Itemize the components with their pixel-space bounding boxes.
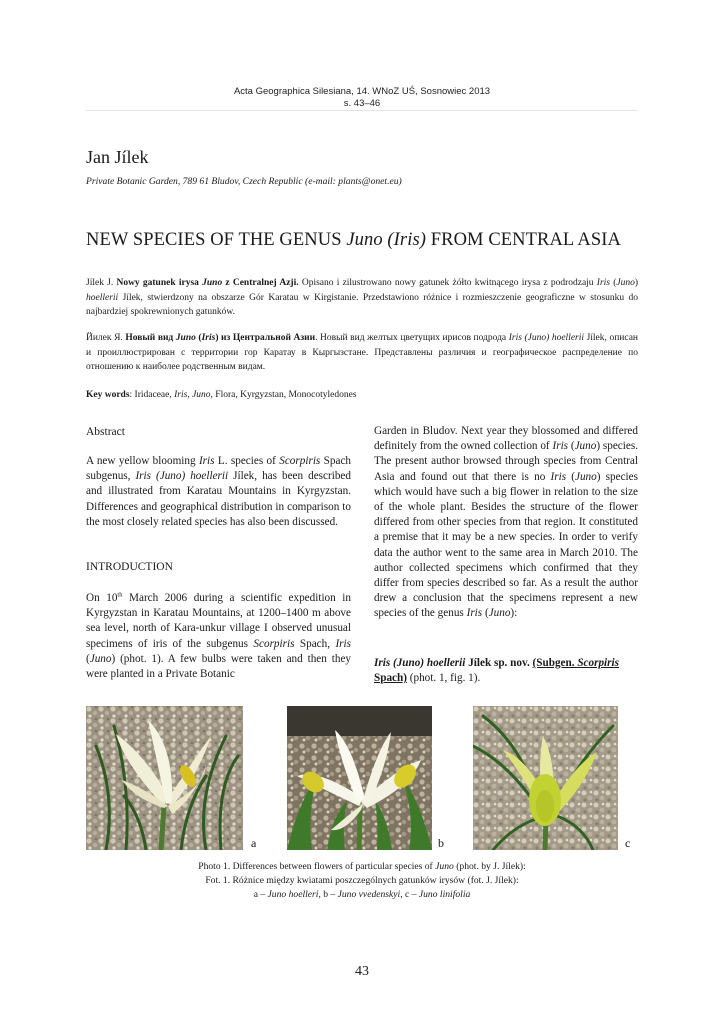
title-post: FROM CENTRAL ASIA bbox=[426, 230, 621, 250]
pl-title-a: Nowy gatunek irysa bbox=[116, 278, 203, 288]
kw-juno: Juno bbox=[192, 390, 211, 400]
pl-title-b: Juno bbox=[202, 278, 223, 288]
ru-title-c: ( bbox=[195, 333, 202, 343]
r-iris3: Iris bbox=[466, 607, 483, 620]
cap3-e: , c – bbox=[400, 889, 419, 901]
ru-title-d: Iris bbox=[201, 333, 216, 343]
intro-t4: ( bbox=[86, 652, 90, 665]
author-affiliation: Private Botanic Garden, 789 61 Bludov, Czech Republic (e-mail: plants@onet.eu) bbox=[86, 176, 402, 187]
subgen-b: Scorpiris bbox=[577, 657, 619, 669]
right-column-text bbox=[374, 424, 638, 622]
r-juno3: Juno bbox=[488, 607, 511, 620]
cap1-b: Juno bbox=[435, 861, 454, 872]
pl-paren-open: ( bbox=[609, 278, 617, 288]
subgen-a: (Subgen. bbox=[532, 657, 578, 669]
intro-t1: On 10 bbox=[86, 592, 118, 604]
introduction-heading: INTRODUCTION bbox=[86, 561, 173, 573]
pl-paren-close: ) bbox=[634, 278, 639, 288]
species-name: Iris (Juno) hoellerii bbox=[374, 657, 466, 669]
photo-b bbox=[287, 706, 432, 850]
journal-citation: Acta Geographica Silesiana, 14. WNoZ UŚ, Sosnowiec 2013 bbox=[233, 86, 491, 97]
kw-a: : Iridaceae, bbox=[129, 390, 175, 400]
cap3-c: , b – bbox=[318, 889, 338, 901]
abs-name: Iris (Juno) hoellerii bbox=[135, 470, 229, 483]
caption-line-3 bbox=[0, 888, 724, 902]
pl-title-c: z Centralnej Azji. bbox=[222, 278, 299, 288]
r-t6: ( bbox=[482, 607, 489, 620]
header-rule bbox=[86, 110, 638, 111]
species-reference: (phot. 1, fig. 1). bbox=[406, 672, 481, 685]
ru-title-b: Juno bbox=[175, 333, 196, 343]
abs-scorpiris: Scorpiris bbox=[279, 455, 321, 467]
photo-c bbox=[473, 706, 618, 850]
author-name: Jan Jílek bbox=[86, 147, 149, 167]
pl-iris: Iris bbox=[596, 278, 610, 288]
cap3-d: Juno vvedenskyi bbox=[337, 889, 401, 901]
ru-text-b: Jílek, описан и проиллюстрирован с территории гор Каратау в Кыргызстане. Представлены различия и географическое распределение по отношению к наиболее родственным видам. bbox=[86, 333, 638, 373]
r-t7: ): bbox=[510, 607, 518, 620]
paper-title bbox=[86, 230, 646, 251]
r-t2: ( bbox=[568, 440, 575, 453]
r-t3: ) species. The present author browsed through species from Central Asia and found out that there is no bbox=[374, 440, 638, 483]
r-juno2: Juno bbox=[575, 470, 597, 483]
intro-iris: Iris bbox=[335, 637, 351, 650]
intro-t3: Spach, bbox=[294, 637, 336, 650]
russian-abstract bbox=[86, 331, 638, 375]
photo-b-label: b bbox=[438, 836, 444, 850]
r-juno1: Juno bbox=[574, 440, 597, 453]
intro-juno: Juno bbox=[89, 652, 112, 665]
abstract-heading: Abstract bbox=[86, 426, 125, 438]
abs-t3: Spach subgenus, bbox=[86, 455, 351, 483]
r-t5: ) species which would have such a big flower in relation to the size of the whole plant. Besides the structure of the flower differed from other species from that region. It constituted a premise that it may be a new species. In order to verify data the author went to the same area in March 2010. The author collected specimens which confirmed that they differ from species described so far. As a result the author drew a conclusion that the specimens represent a new species of the genus bbox=[374, 470, 638, 620]
caption-line-1 bbox=[0, 860, 724, 874]
pl-author: Jílek J. bbox=[86, 278, 117, 288]
iris-hoelleri-image bbox=[86, 706, 243, 850]
photo-c-label: c bbox=[625, 836, 631, 850]
photo-a-label: a bbox=[251, 836, 257, 850]
kw-sep: , bbox=[187, 390, 193, 400]
pl-text-b: Jílek, stwierdzony na obszarze Gór Karatau w Kirgistanie. Przedstawiono różnice i rozmieszczenie geograficzne w stosunku do najbardziej spokrewnionych gatunków. bbox=[86, 292, 638, 318]
r-t1: Garden in Bludov. Next year they blossomed and differed definitely from the owned collection of bbox=[374, 425, 638, 453]
journal-header bbox=[0, 86, 724, 110]
cap3-a: a – bbox=[253, 889, 268, 901]
pl-text-a: Opisano i zilustrowano nowy gatunek żółto kwitnącego irysa z podrodzaju bbox=[298, 278, 597, 288]
title-pre: NEW SPECIES OF THE GENUS bbox=[86, 230, 347, 250]
intro-t2: March 2006 during a scientific expedition in Kyrgyzstan in Karatau Mountains, at 1200–1400 m above sea level, north of Kara-unkur village I observed unusual specimens of iris of the subgenus bbox=[86, 592, 351, 650]
introduction-text bbox=[86, 591, 351, 682]
r-iris1: Iris bbox=[552, 440, 569, 453]
ru-text-a: . Новый вид желтых цветущих ирисов подрода bbox=[315, 333, 509, 343]
keywords bbox=[86, 388, 638, 403]
ru-title-e: ) из Центральной Азии bbox=[215, 333, 316, 343]
keywords-label: Key words bbox=[86, 390, 130, 400]
cap1-a: Photo 1. Differences between flowers of particular species of bbox=[198, 861, 436, 872]
abs-t2: L. species of bbox=[214, 455, 280, 467]
species-heading bbox=[374, 656, 638, 686]
cap1-c: (phot. by J. Jílek): bbox=[453, 861, 526, 872]
cap3-b: Juno hoelleri bbox=[267, 889, 319, 901]
abstract-text bbox=[86, 454, 351, 530]
intro-t5: ) (phot. 1). A few bulbs were taken and then they were planted in a Private Botanic bbox=[86, 652, 351, 681]
intro-sup: th bbox=[117, 591, 123, 599]
abs-t4: Jílek, has been described and illustrated from Karatau Mountains in Kyrgyzstan. Differences and geographical distribution in comparison to the most closely related species has also been discussed. bbox=[86, 470, 351, 528]
kw-b: , Flora, Kyrgyzstan, Monocotyledones bbox=[210, 390, 357, 400]
iris-linifolia-image bbox=[473, 706, 618, 850]
ru-title-a: Новый вид bbox=[125, 333, 176, 343]
photo-a bbox=[86, 706, 243, 850]
ru-title bbox=[125, 333, 315, 343]
pl-hoellerii: hoellerii bbox=[86, 292, 119, 303]
r-t4: ( bbox=[566, 470, 575, 483]
page-number: 43 bbox=[355, 964, 369, 979]
kw-iris: Iris bbox=[174, 390, 188, 400]
cap3-f: Juno linifolia bbox=[418, 889, 471, 901]
journal-pages: s. 43–46 bbox=[343, 98, 381, 109]
subgen-c: Spach) bbox=[374, 672, 407, 685]
title-genus: Juno (Iris) bbox=[346, 230, 427, 250]
ru-author: Йилек Я. bbox=[86, 333, 126, 343]
ru-iris-juno: Iris (Juno) hoellerii bbox=[508, 333, 585, 343]
intro-scorpiris: Scorpiris bbox=[253, 637, 295, 650]
pl-juno: Juno bbox=[616, 278, 635, 288]
polish-abstract bbox=[86, 276, 638, 320]
abs-t1: A new yellow blooming bbox=[86, 455, 199, 467]
r-iris2: Iris bbox=[550, 470, 567, 483]
abs-iris: Iris bbox=[198, 455, 215, 467]
photo-caption bbox=[0, 860, 724, 903]
species-authority: Jílek sp. nov. bbox=[465, 657, 533, 669]
caption-line-2: Fot. 1. Różnice między kwiatami poszczególnych gatunków irysów (fot. J. Jílek): bbox=[205, 875, 519, 887]
pl-title bbox=[116, 278, 298, 288]
iris-vvedenskyi-image bbox=[287, 706, 432, 850]
